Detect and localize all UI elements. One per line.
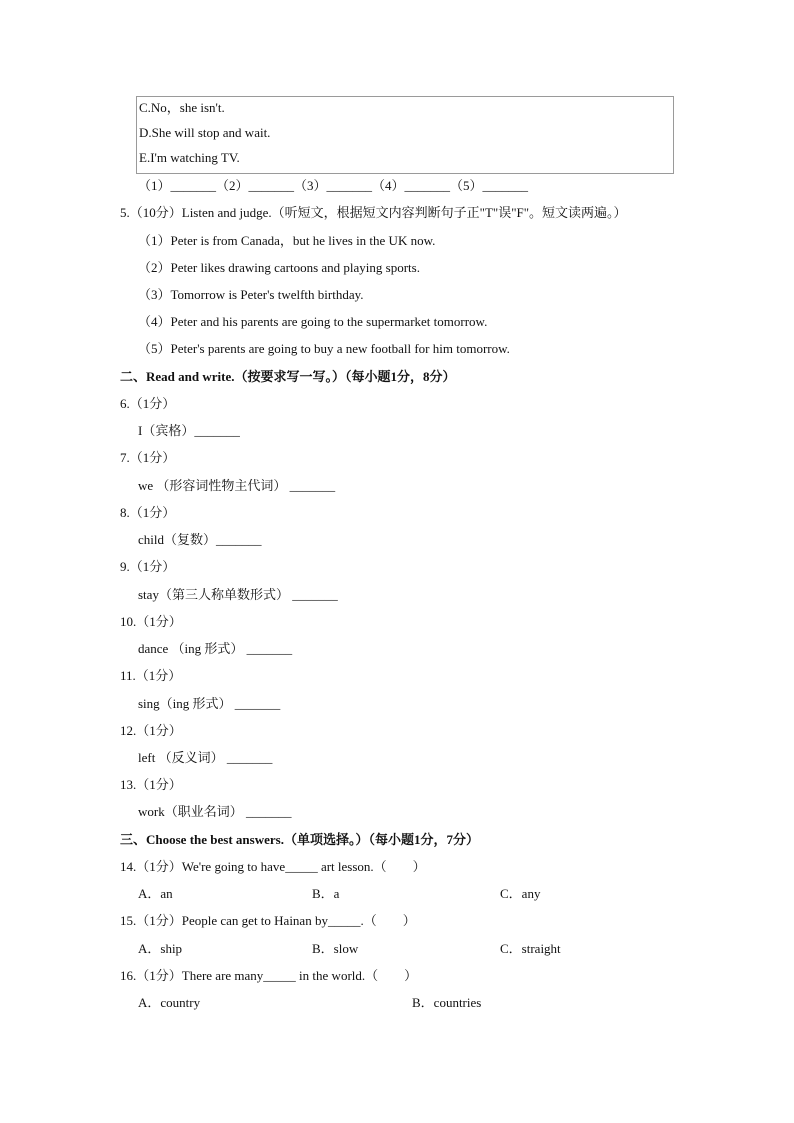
question-text[interactable]: left （反义词） _______ (138, 750, 273, 765)
mc-question-stem: 15.（1分）People can get to Hainan by_____.（ ） (120, 913, 416, 928)
mc-question-stem: 16.（1分）There are many_____ in the world.（ ） (120, 968, 418, 983)
option-c: C.No，she isn't. (139, 100, 225, 115)
q5-item: （2）Peter likes drawing cartoons and playing sports. (138, 260, 420, 275)
option-d: D.She will stop and wait. (139, 125, 271, 140)
q5-header: 5.（10分）Listen and judge.（听短文，根据短文内容判断句子正"T"误"F"。短文读两遍。） (120, 205, 627, 220)
q5-item: （5）Peter's parents are going to buy a new football for him tomorrow. (138, 341, 510, 356)
question-number: 9.（1分） (120, 559, 176, 574)
question-number: 12.（1分） (120, 723, 182, 738)
mc-option-a[interactable]: A．country (138, 995, 201, 1010)
mc-option-b[interactable]: B．countries (412, 995, 482, 1010)
mc-option-a[interactable]: A．ship (138, 941, 183, 956)
question-number: 6.（1分） (120, 396, 176, 411)
question-number: 10.（1分） (120, 614, 182, 629)
mc-option-b[interactable]: B．slow (312, 941, 359, 956)
question-text[interactable]: work（职业名词） _______ (138, 804, 292, 819)
question-text[interactable]: child（复数）_______ (138, 532, 262, 547)
question-text[interactable]: stay（第三人称单数形式） _______ (138, 587, 338, 602)
mc-option-a[interactable]: A．an (138, 886, 173, 901)
question-text[interactable]: we （形容词性物主代词） _______ (138, 478, 336, 493)
q5-item: （3）Tomorrow is Peter's twelfth birthday. (138, 287, 364, 302)
question-text[interactable]: dance （ing 形式） _______ (138, 641, 293, 656)
q5-item: （4）Peter and his parents are going to the supermarket tomorrow. (138, 314, 488, 329)
question-number: 13.（1分） (120, 777, 182, 792)
mc-option-c[interactable]: C．straight (500, 941, 561, 956)
option-e: E.I'm watching TV. (139, 150, 240, 165)
question-number: 7.（1分） (120, 450, 176, 465)
q5-item: （1）Peter is from Canada，but he lives in the UK now. (138, 233, 436, 248)
section2-heading: 二、Read and write.（按要求写一写。）（每小题1分，8分） (120, 369, 456, 384)
mc-option-c[interactable]: C．any (500, 886, 541, 901)
question-text[interactable]: I（宾格）_______ (138, 423, 240, 438)
question-text[interactable]: sing（ing 形式） _______ (138, 696, 281, 711)
question-number: 8.（1分） (120, 505, 176, 520)
mc-option-b[interactable]: B．a (312, 886, 340, 901)
section3-heading: 三、Choose the best answers.（单项选择。）（每小题1分，7分） (120, 832, 479, 847)
question-number: 11.（1分） (120, 668, 182, 683)
mc-question-stem: 14.（1分）We're going to have_____ art lesson.（ ） (120, 859, 426, 874)
answer-blanks[interactable]: （1）_______（2）_______（3）_______（4）_______（5）_______ (138, 178, 528, 193)
